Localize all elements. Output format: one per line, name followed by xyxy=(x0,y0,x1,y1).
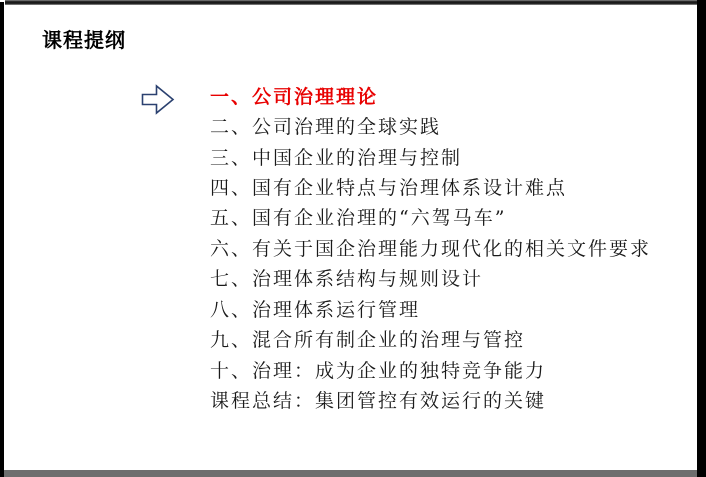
frame-left-bar xyxy=(0,2,4,477)
outline-item: 八、治理体系运行管理 xyxy=(210,298,421,321)
outline-item: 十、治理：成为企业的独特竞争能力 xyxy=(210,359,547,382)
outline-item: 五、国有企业治理的“六驾马车” xyxy=(210,207,507,230)
outline-item: 四、国有企业特点与治理体系设计难点 xyxy=(210,177,568,200)
outline-item: 九、混合所有制企业的治理与管控 xyxy=(210,329,526,352)
slide-title: 课程提纲 xyxy=(42,28,126,52)
outline-list xyxy=(210,80,651,415)
outline-item: 六、有关于国企治理能力现代化的相关文件要求 xyxy=(210,237,652,260)
frame-top-bar xyxy=(5,0,697,5)
outline-item: 课程总结：集团管控有效运行的关键 xyxy=(210,390,547,413)
frame-right-bar xyxy=(697,0,706,477)
outline-item: 七、治理体系结构与规则设计 xyxy=(210,268,484,291)
frame-bottom-bar xyxy=(4,470,697,477)
outline-item: 一、公司治理理论 xyxy=(210,85,379,108)
outline-item: 三、中国企业的治理与控制 xyxy=(210,146,463,169)
outline-item: 二、公司治理的全球实践 xyxy=(210,116,442,139)
right-arrow-icon xyxy=(141,84,175,115)
right-arrow-shape xyxy=(143,86,174,113)
